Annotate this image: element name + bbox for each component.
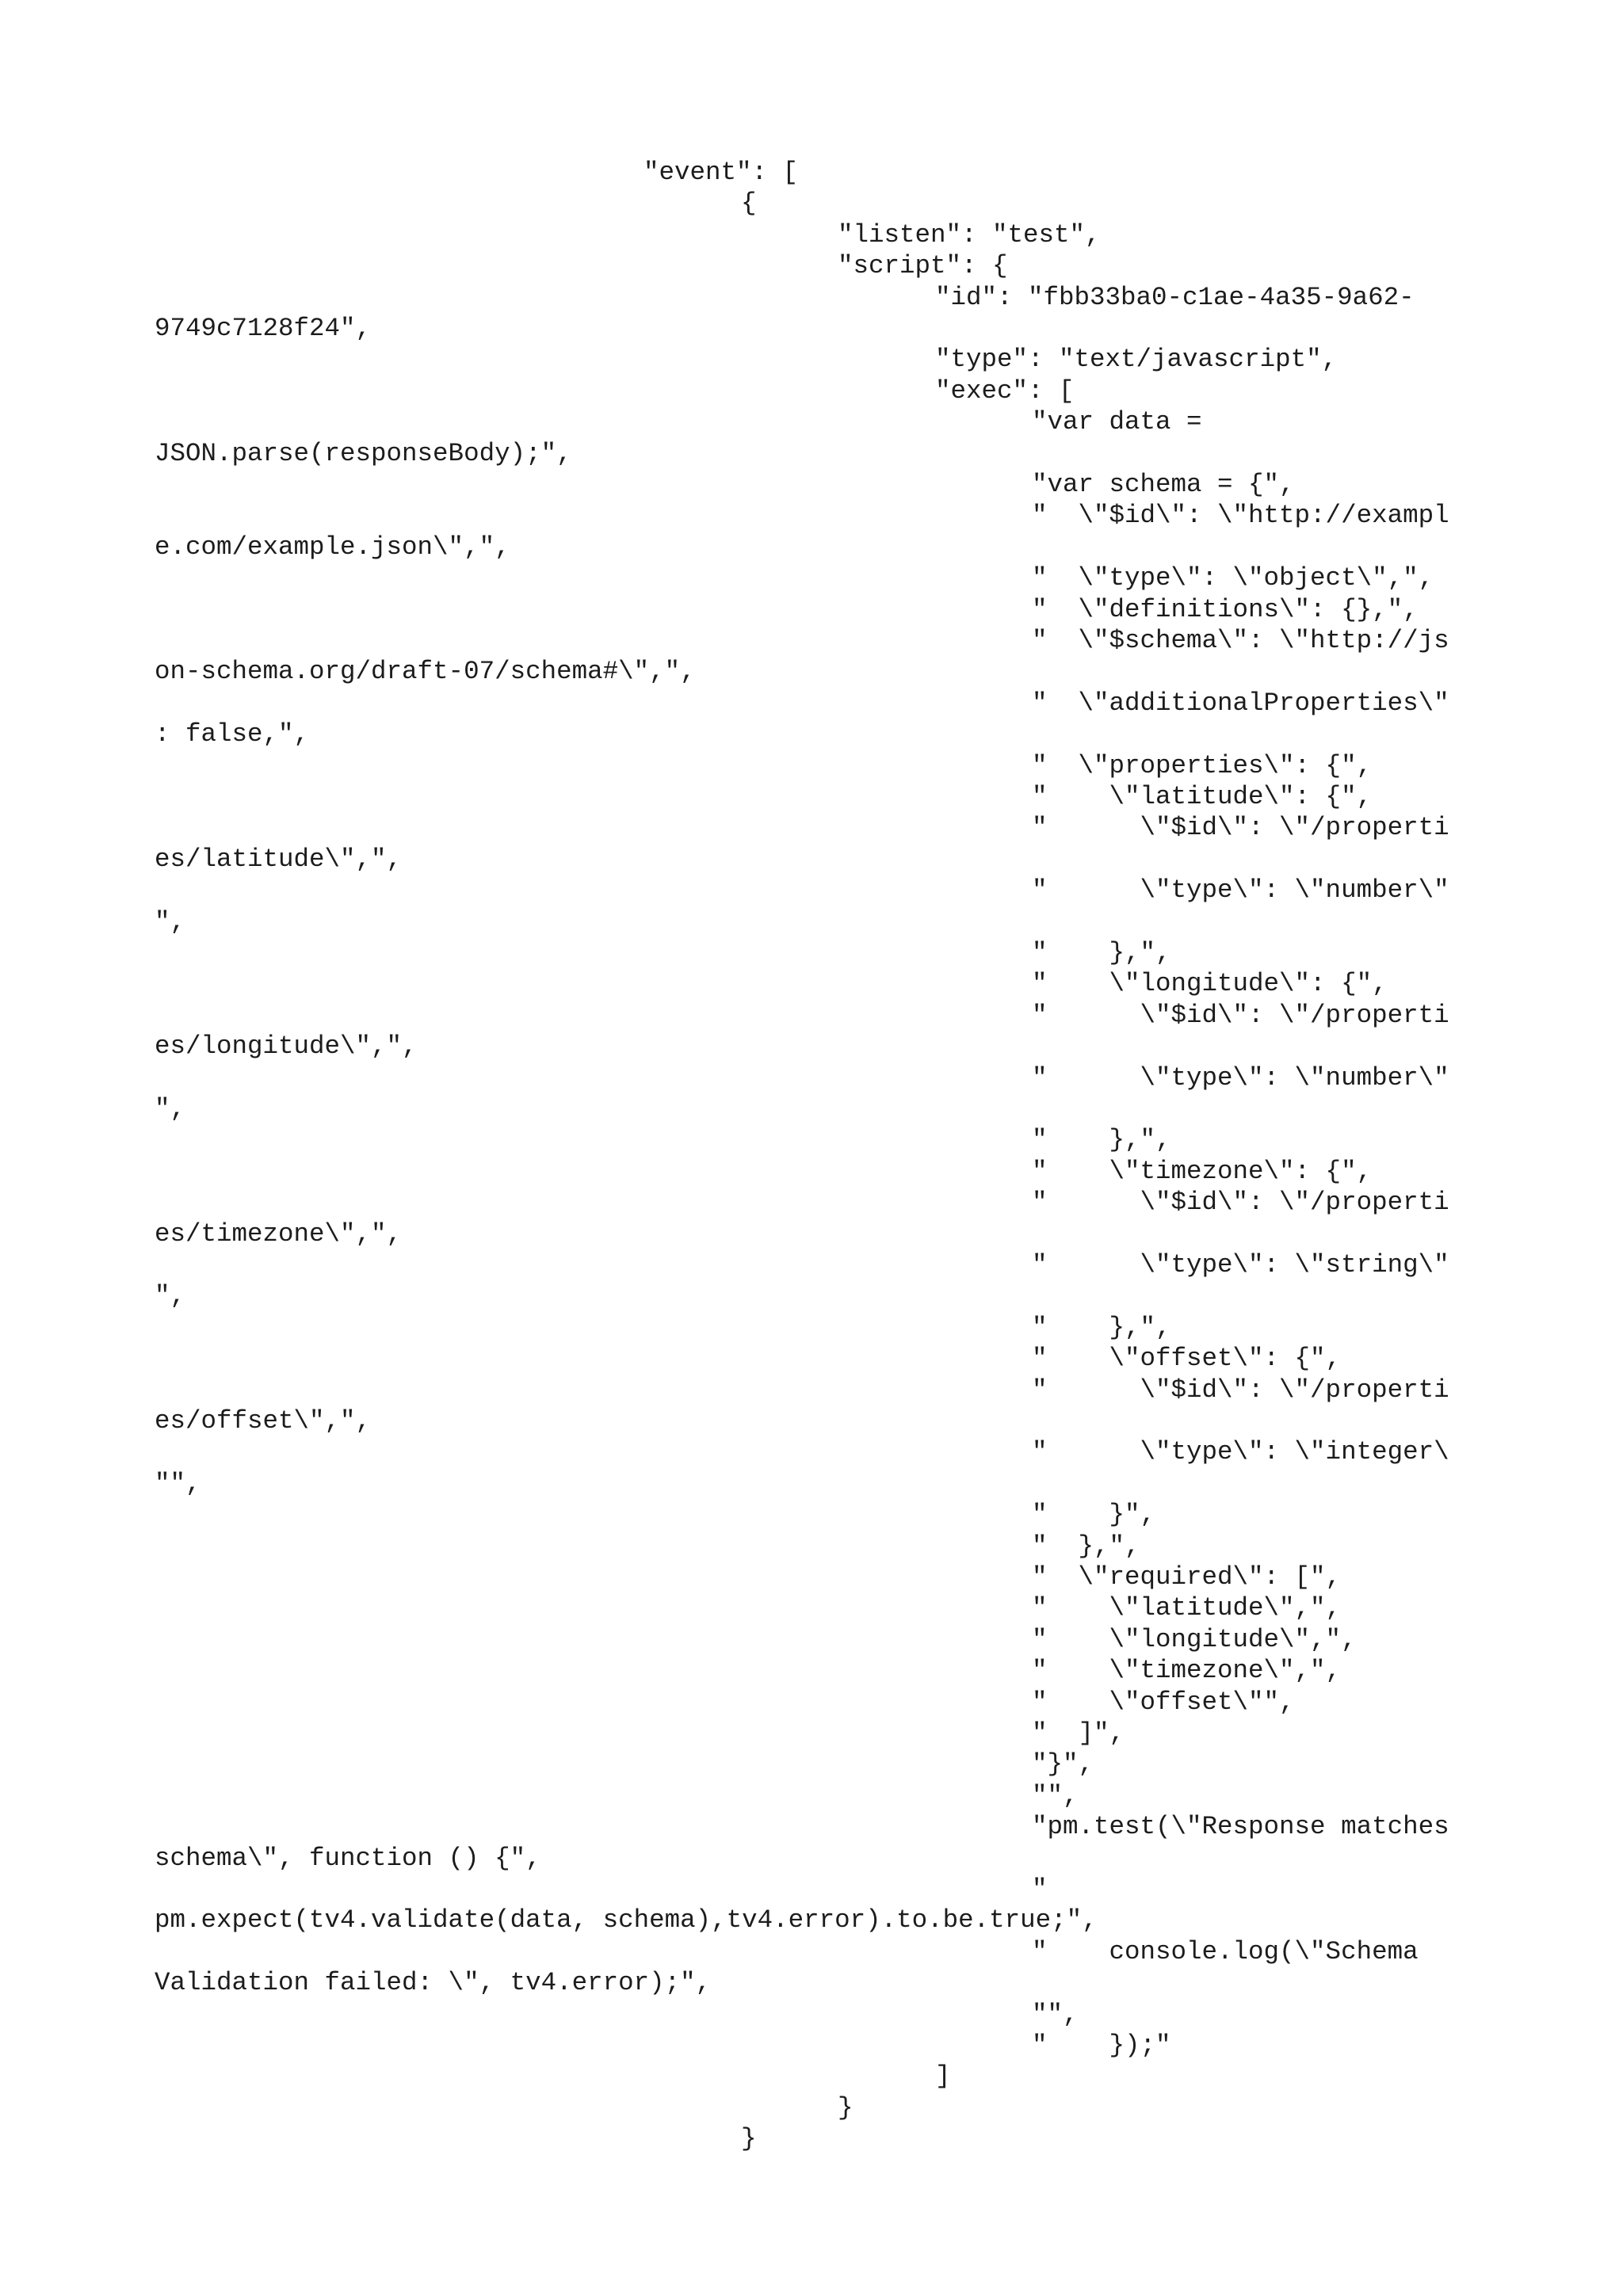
code-line: " });" xyxy=(1032,2031,1171,2060)
code-line: "", xyxy=(1032,1780,1079,1810)
code-line: " \"$id\": \"http://exampl xyxy=(1032,501,1449,531)
code-line: ", xyxy=(155,1094,186,1123)
code-line: "event": [ xyxy=(643,158,799,187)
code-line: ", xyxy=(155,1281,186,1311)
code-line: } xyxy=(838,2092,854,2122)
code-line: JSON.parse(responseBody);", xyxy=(155,438,572,468)
code-line: " }", xyxy=(1032,1500,1156,1530)
code-line: " \"type\": \"number\" xyxy=(1032,1062,1449,1093)
code-line: " \"offset\": {", xyxy=(1032,1344,1342,1374)
code-line: " \"timezone\",", xyxy=(1032,1656,1342,1686)
code-line: " \"additionalProperties\" xyxy=(1032,688,1449,718)
code-line: "}", xyxy=(1032,1749,1094,1779)
code-line: Validation failed: \", tv4.error);", xyxy=(155,1968,712,1998)
code-line: " \"definitions\": {},", xyxy=(1032,594,1419,624)
code-line: " \"longitude\": {", xyxy=(1032,969,1388,999)
code-line: " \"type\": \"string\" xyxy=(1032,1250,1449,1280)
code-line: " \"latitude\": {", xyxy=(1032,782,1373,811)
code-line: es/timezone\",", xyxy=(155,1219,403,1249)
code-line: "pm.test(\"Response matches xyxy=(1032,1812,1449,1842)
code-line: "", xyxy=(1032,1999,1079,2029)
code-line: " \"required\": [", xyxy=(1032,1562,1342,1592)
code-line: : false,", xyxy=(155,719,310,749)
code-line: " \"longitude\",", xyxy=(1032,1624,1357,1654)
code-line: " \"timezone\": {", xyxy=(1032,1156,1373,1186)
code-line: " },", xyxy=(1032,1312,1171,1342)
code-line: " \"type\": \"object\",", xyxy=(1032,563,1434,593)
code-line: " \"$id\": \"/properti xyxy=(1032,1188,1449,1218)
code-line: " \"$schema\": \"http://js xyxy=(1032,626,1449,655)
code-line: "script": { xyxy=(838,251,1008,281)
code-line: es/offset\",", xyxy=(155,1406,372,1436)
code-line: " console.log(\"Schema xyxy=(1032,1936,1419,1966)
code-line: "", xyxy=(155,1468,201,1498)
code-line: "listen": "test", xyxy=(838,219,1101,250)
code-line: ", xyxy=(155,906,186,936)
code-line: "var schema = {", xyxy=(1032,470,1295,499)
code-line: pm.expect(tv4.validate(data, schema),tv4.error).to.be.true;", xyxy=(155,1905,1098,1936)
code-line: { xyxy=(741,189,757,219)
code-line: ] xyxy=(935,2061,951,2092)
code-line: " \"$id\": \"/properti xyxy=(1032,813,1449,843)
code-line: es/latitude\",", xyxy=(155,844,403,874)
code-line: "id": "fbb33ba0-c1ae-4a35-9a62- xyxy=(935,282,1415,312)
code-line: " xyxy=(1032,1875,1048,1904)
code-line: "type": "text/javascript", xyxy=(935,345,1338,375)
code-line: " \"properties\": {", xyxy=(1032,750,1373,780)
code-line: es/longitude\",", xyxy=(155,1032,418,1062)
code-line: 9749c7128f24", xyxy=(155,314,372,343)
code-line: "var data = xyxy=(1032,407,1202,437)
code-line: } xyxy=(741,2124,757,2154)
code-line: " \"latitude\",", xyxy=(1032,1593,1342,1623)
code-line: "exec": [ xyxy=(935,376,1075,406)
code-line: on-schema.org/draft-07/schema#\",", xyxy=(155,657,696,687)
code-line: " \"type\": \"integer\ xyxy=(1032,1437,1449,1467)
code-line: " },", xyxy=(1032,1125,1171,1155)
code-line: " \"type\": \"number\" xyxy=(1032,875,1449,906)
code-line: schema\", function () {", xyxy=(155,1843,541,1873)
code-line: e.com/example.json\",", xyxy=(155,532,510,562)
code-line: " \"$id\": \"/properti xyxy=(1032,1000,1449,1030)
code-line: " ]", xyxy=(1032,1718,1125,1748)
code-line: " },", xyxy=(1032,938,1171,967)
code-line: " },", xyxy=(1032,1531,1140,1561)
code-line: " \"offset\"", xyxy=(1032,1687,1295,1717)
code-line: " \"$id\": \"/properti xyxy=(1032,1375,1449,1405)
